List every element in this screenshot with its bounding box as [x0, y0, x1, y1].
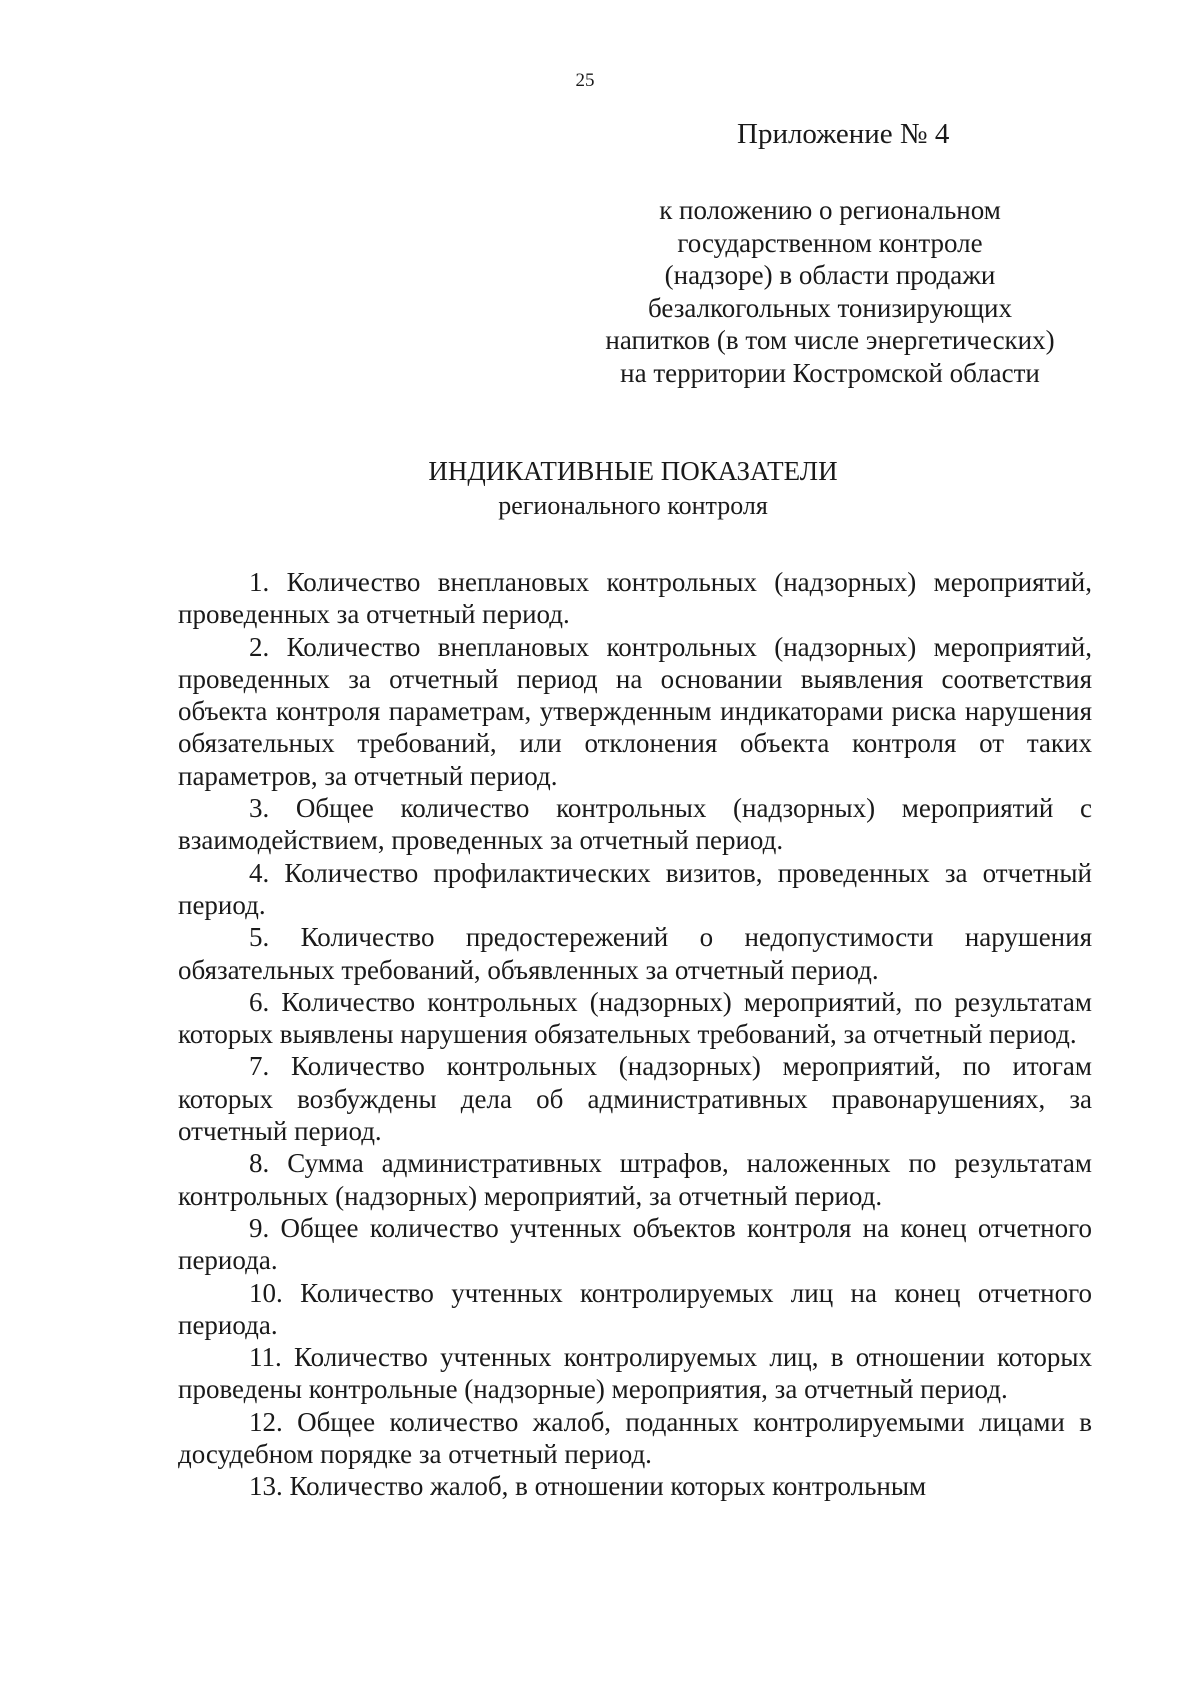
indicator-item: 10. Количество учтенных контролируемых лиц на конец отчетного периода. [178, 1277, 1092, 1340]
appendix-ref-line: государственном контроле [677, 227, 983, 258]
appendix-ref-line: на территории Костромской области [620, 357, 1040, 388]
appendix-reference [560, 194, 1100, 389]
document-title: ИНДИКАТИВНЫЕ ПОКАЗАТЕЛИ [428, 456, 838, 486]
indicator-item: 3. Общее количество контрольных (надзорных) мероприятий с взаимодействием, проведенных за отчетный период. [178, 793, 1092, 856]
indicator-item: 5. Количество предостережений о недопустимости нарушения обязательных требований, объявленных за отчетный период. [178, 922, 1092, 985]
indicator-item: 9. Общее количество учтенных объектов контроля на конец отчетного периода. [178, 1212, 1092, 1276]
indicator-list [178, 566, 1092, 1503]
appendix-ref-line: напитков (в том числе энергетических) [605, 325, 1055, 355]
indicator-item: 2. Количество внеплановых контрольных (надзорных) мероприятий, проведенных за отчетный период на основании выявления соответствия объекта контроля параметрам, утвержденным индикаторами риска нарушения обязательных требований, или отклонения объекта контроля от таких параметров, за отчетный период. [178, 631, 1092, 791]
page-number: 25 [575, 70, 595, 91]
indicator-item: 6. Количество контрольных (надзорных) мероприятий, по результатам которых выявлены нарушения обязательных требований, за отчетный период. [178, 986, 1092, 1050]
appendix-ref-line: к положению о региональном [659, 195, 1001, 225]
indicator-item: 7. Количество контрольных (надзорных) мероприятий, по итогам которых возбуждены дела об административных правонарушениях, за отчетный период. [178, 1051, 1092, 1147]
indicator-item: 4. Количество профилактических визитов, проведенных за отчетный период. [178, 857, 1092, 920]
indicator-item: 1. Количество внеплановых контрольных (надзорных) мероприятий, проведенных за отчетный период. [178, 567, 1092, 630]
indicator-item: 13. Количество жалоб, в отношении которых контрольным [249, 1471, 927, 1502]
indicator-item: 8. Сумма административных штрафов, наложенных по результатам контрольных (надзорных) мероприятий, за отчетный период. [178, 1148, 1092, 1211]
appendix-title: Приложение № 4 [737, 118, 950, 150]
indicator-item: 12. Общее количество жалоб, поданных контролируемыми лицами в досудебном порядке за отчетный период. [178, 1406, 1092, 1470]
appendix-ref-line: (надзоре) в области продажи [664, 260, 996, 290]
indicator-item: 11. Количество учтенных контролируемых лиц, в отношении которых проведены контрольные (надзорные) мероприятия, за отчетный период. [178, 1342, 1092, 1405]
appendix-ref-line: безалкогольных тонизирующих [648, 292, 1012, 323]
document-subtitle: регионального контроля [498, 491, 768, 520]
